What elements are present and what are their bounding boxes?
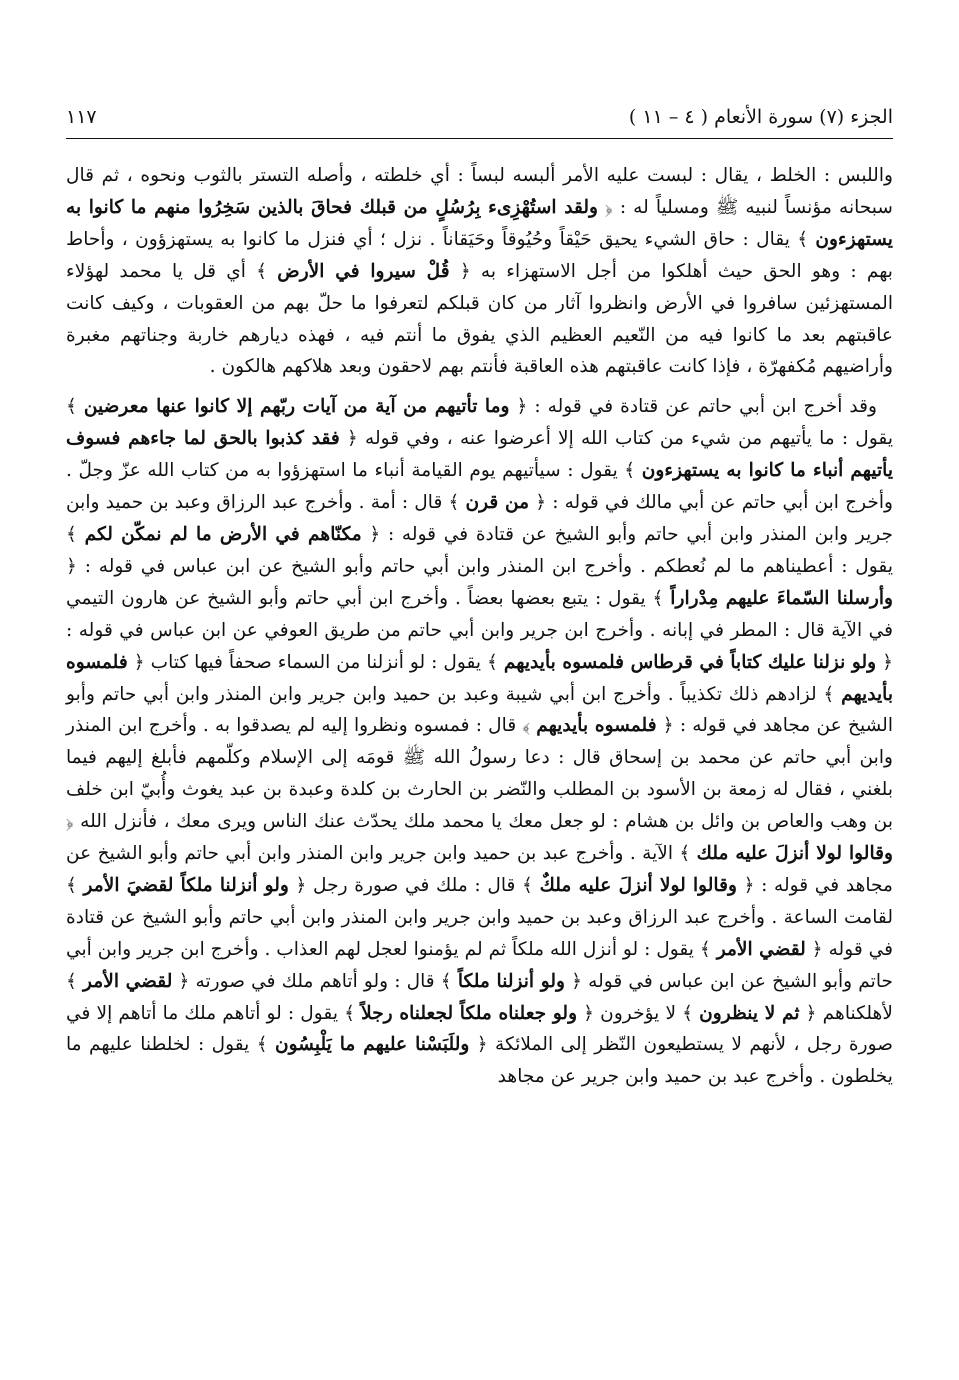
text-run: ﴾ لقامت الساعة . وأخرج عبد الرزاق وعبد بن حميد وابن جرير وابن المنذر وابن أبي حاتم وأبو الشيخ عن قتادة في قوله ﴿ xyxy=(66,874,894,960)
text-run: ﴾ قال : فمسوه ونظروا إليه لم يصدقوا به . وأخرج ابن المنذر وابن أبي حاتم عن محمد بن إسحاق قال : دعا رسولُ الله ﷺ قومَه إلى الإسلام وكلّمهم فأبلغ إليهم فيما بلغني ، فقال له زمعة بن الأسود بن المطلب والنّضر بن الحارث بن كلدة وعبدة بن عبد يغوث وأُبيّ ابن خلف بن وهب والعاص بن وائل بن هشام : لو جعل معك يا محمد ملك يحدّث عنك الناس ويرى معك ، فأنزل الله ﴿ xyxy=(66,715,893,833)
running-header xyxy=(66,102,893,132)
text-run: ﴾ لزادهم ذلك تكذيباً . وأخرج ابن أبي شيبة وعبد بن حميد وابن جرير وابن المنذر وابن أبي حاتم وأبو الشيخ عن مجاهد في قوله : ﴿ xyxy=(66,683,893,737)
quran-quote: ولو أنزلنا ملكاً xyxy=(457,970,566,992)
paragraph-commentary xyxy=(66,160,893,383)
text-run: ﴾ يقول : لو أنزلنا من السماء صحفاً فيها كتاب ﴿ xyxy=(127,651,504,673)
text-run: واللبس : الخلط ، يقال : لبست عليه الأمر ألبسه لبساً : أي خلطته ، وأصله التستر بالثوب ونحوه ، ثم قال سبحانه مؤنساً لنبيه ﷺ ومسلياً له : ﴿ xyxy=(66,165,893,218)
quran-quote: لقضي الأمر xyxy=(83,970,173,992)
quran-quote: وقالوا لولا أنزلَ عليه ملكٌ xyxy=(539,874,737,896)
quran-quote: وللَبَسْنا عليهم ما يَلْبِسُون xyxy=(274,1034,470,1056)
quran-quote: ولو نزلنا عليك كتاباً في قرطاس فلمسوه بأيديهم xyxy=(503,651,877,673)
text-run: ﴾ يقول : ما يأتيهم من شيء من كتاب الله إلا أعرضوا عنه ، وفي قوله ﴿ xyxy=(66,396,894,450)
page-body xyxy=(66,160,893,1093)
text-run: ﴾ قال : أمة . وأخرج عبد الرزاق وعبد بن حميد وابن جرير وابن المنذر وابن أبي حاتم وأبو الشيخ عن قتادة في قوله : ﴿ xyxy=(66,492,893,545)
text-run: ﴾ يقول : أعطيناهم ما لم نُعطكم . وأخرج ابن المنذر وابن أبي حاتم وأبو الشيخ عن ابن عباس في قوله : ﴿ xyxy=(66,523,893,577)
header-title: الجزء (٧) سورة الأنعام ( ٤ – ١١ ) xyxy=(628,106,893,128)
quran-quote: فقد كذبوا بالحق لما جاءهم فسوف يأتيهم أنباء ما كانوا به يستهزءون xyxy=(66,428,893,482)
quran-quote: مكنّاهم في الأرض ما لم نمكّن لكم xyxy=(84,523,362,545)
quran-quote: من قرن xyxy=(465,492,530,514)
quran-quote: فلمسوه بأيديهم xyxy=(536,715,657,737)
text-run: ﴾ لا يؤخرون ﴿ xyxy=(577,1002,700,1024)
text-run: ﴾ قال : ولو أتاهم ملك في صورته ﴿ xyxy=(172,970,458,992)
text-run: ﴾ يقول : لو أتاهم ملك ما أتاهم إلا في صورة رجل ، لأنهم لا يستطيعون النّظر إلى الملائكة ﴿ xyxy=(66,1002,893,1056)
text-run: ﴾ يقول : لو أنزل الله ملكاً ثم لم يؤمنوا لعجل لهم العذاب . وأخرج ابن جرير وابن أبي حاتم وأبو الشيخ عن ابن عباس في قوله ﴿ xyxy=(66,938,893,992)
quran-quote: ولو أنزلنا ملكاً لقضيَ الأمر xyxy=(83,874,289,896)
header-rule xyxy=(66,138,893,139)
quran-quote: فلمسوه بأيديهم xyxy=(66,651,893,705)
text-run: ﴾ يقول : يتبع بعضها بعضاً . وأخرج ابن أبي حاتم وأبو الشيخ عن هارون التيمي في الآية قال : المطر في إبانه . وأخرج ابن جرير وابن أبي حاتم من طريق العوفي عن ابن عباس في قوله : ﴿ xyxy=(66,587,893,673)
text-run: وقد أخرج ابن أبي حاتم عن قتادة في قوله : ﴿ xyxy=(509,396,877,418)
quran-quote: قُلْ سيروا في الأرض xyxy=(277,260,450,282)
text-run: ﴾ يقول : سيأتيهم يوم القيامة أنباء ما استهزؤوا به من كتاب الله عزّ وجلّ . وأخرج ابن أبي حاتم عن أبي مالك في قوله : ﴿ xyxy=(66,460,893,514)
text-run: ﴾ لأهلكناهم ﴿ xyxy=(66,970,893,1024)
paragraph-narrations xyxy=(66,391,893,1093)
quran-quote: ولو جعلناه ملكاً لجعلناه رجلاً xyxy=(361,1002,578,1024)
quran-quote: ولقد استُهْزِىء بِرُسُلٍ من قبلك فحاقَ بالذين سَخِرُوا منهم ما كانوا به يستهزءون xyxy=(66,196,893,250)
quran-quote: لقضي الأمر xyxy=(716,938,806,960)
text-run: ﴾ يقول : لخلطنا عليهم ما يخلطون . وأخرج عبد بن حميد وابن جرير عن مجاهد xyxy=(66,1034,893,1088)
page-number: ١١٧ xyxy=(66,106,97,128)
text-run: ﴾ قال : ملك في صورة رجل ﴿ xyxy=(288,874,540,896)
quran-quote: وما تأتيهم من آية من آيات ربّهم إلا كانوا عنها معرضين xyxy=(83,396,510,418)
quran-quote: ثم لا ينظرون xyxy=(699,1002,800,1024)
quran-quote: وقالوا لولا أنزلَ عليه ملك xyxy=(696,843,893,865)
text-run: ﴾ يقال : حاق الشيء يحيق حَيْقاً وحُيُوقاً وحَيَقاناً . نزل ؛ أي فنزل ما كانوا به يستهزؤون ، وأحاط بهم : وهو الحق حيث أهلكوا من أجل الاستهزاء به ﴿ xyxy=(66,228,893,282)
text-run: ﴾ أي قل يا محمد لهؤلاء المستهزئين سافروا في الأرض وانظروا آثار من كان قبلكم لتعرفوا ما حلّ بهم من العقوبات ، وكيف كانت عاقبتهم بعد ما كانوا فيه من النّعيم العظيم الذي يفوق ما أنتم فيه ، فهذه ديارهم خاربة وجناتهم مغبرة وأراضيهم مُكفهرّة ، فإذا كانت عاقبتهم هذه العاقبة فأنتم بهم لاحقون وبعد هلاكهم هالكون . xyxy=(66,260,893,378)
quran-quote: وأرسلنا السّماءَ عليهم مِدْراراً xyxy=(670,587,893,609)
text-run: ﴾ الآية . وأخرج عبد بن حميد وابن جرير وابن المنذر وابن أبي حاتم وأبو الشيخ عن مجاهد في قوله : ﴿ xyxy=(66,843,894,896)
